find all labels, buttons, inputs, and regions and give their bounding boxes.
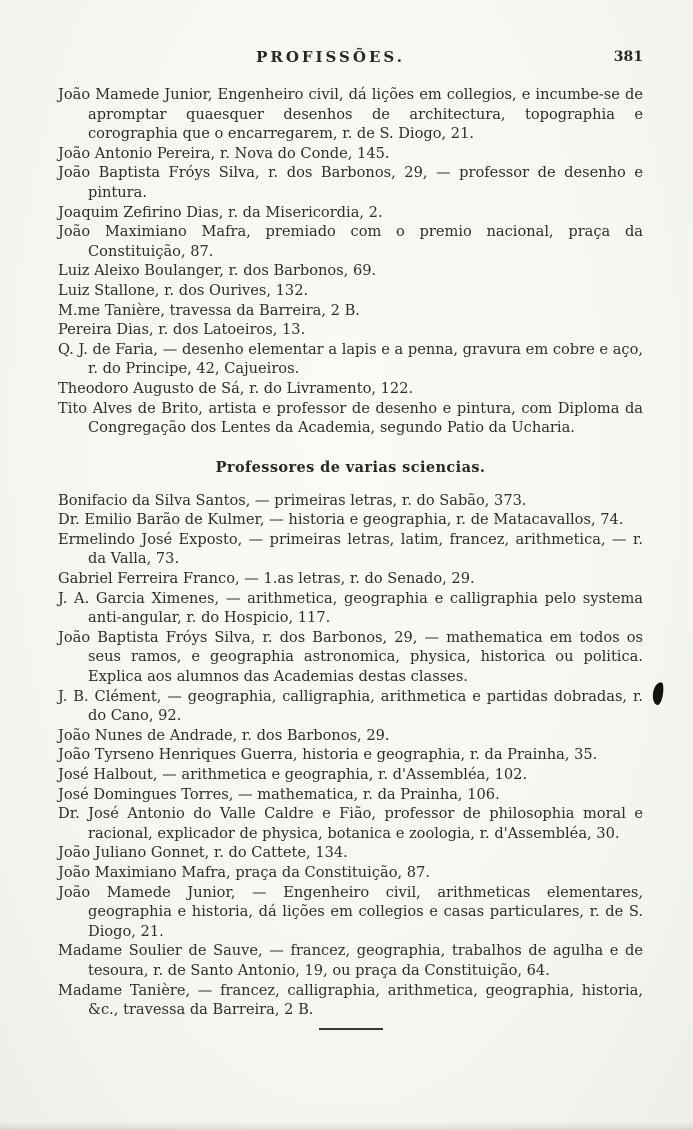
page-number: 381: [613, 49, 643, 65]
directory-entry: Ermelindo José Exposto, — primeiras letras, latim, francez, arithmetica, — r. da Valla, 73.: [58, 530, 643, 568]
directory-entry: J. A. Garcia Ximenes, — arithmetica, geographia e calligraphia pelo systema anti-angular, r. do Hospicio, 117.: [58, 589, 643, 627]
directory-entry: João Baptista Fróys Silva, r. dos Barbonos, 29, — professor de desenho e pintura.: [58, 164, 643, 201]
directory-entry: José Domingues Torres, — mathematica, r. da Prainha, 106.: [58, 785, 500, 803]
directory-entry: Q. J. de Faria, — desenho elementar a lapis e a penna, gravura em cobre e aço, r. do Principe, 42, Cajueiros.: [58, 340, 643, 378]
directory-entry: Luiz Stallone, r. dos Ourives, 132.: [58, 281, 309, 299]
directory-entry: João Mamede Junior, Engenheiro civil, dá lições em collegios, e incumbe-se de apromptar quaesquer desenhos de architectura, topographia e corographia que o encarregarem, r. de S. Diogo, 21.: [58, 86, 643, 143]
directory-entry: Madame Tanière, — francez, calligraphia, arithmetica, geographia, historia, &c., travessa da Barreira, 2 B.: [58, 981, 643, 1019]
directory-entry: Madame Soulier de Sauve, — francez, geographia, trabalhos de agulha e de tesoura, r. de Santo Antonio, 19, ou praça da Constituição, 64.: [58, 942, 643, 979]
directory-entry: M.me Tanière, travessa da Barreira, 2 B.: [58, 301, 360, 319]
directory-entry: João Juliano Gonnet, r. do Cattete, 134.: [58, 844, 348, 862]
directory-entry: Theodoro Augusto de Sá, r. do Livramento, 122.: [58, 379, 414, 397]
directory-entry: João Antonio Pereira, r. Nova do Conde, 145.: [58, 144, 390, 162]
directory-entry: João Maximiano Mafra, premiado com o premio nacional, praça da Constituição, 87.: [58, 223, 643, 260]
directory-entry: João Nunes de Andrade, r. dos Barbonos, 29.: [58, 726, 390, 744]
directory-entry: João Maximiano Mafra, praça da Constituição, 87.: [58, 863, 430, 881]
directory-entry: José Halbout, — arithmetica e geographia, r. d'Assembléa, 102.: [58, 766, 528, 783]
directory-entry: Pereira Dias, r. dos Latoeiros, 13.: [58, 321, 306, 339]
directory-entry: Dr. José Antonio do Valle Caldre e Fião, professor de philosophia moral e racional, explicador de physica, botanica e zoologia, r. d'Assembléa, 30.: [58, 805, 643, 842]
directory-entry: João Tyrseno Henriques Guerra, historia e geographia, r. da Prainha, 35.: [58, 746, 598, 764]
directory-entry: João Baptista Fróys Silva, r. dos Barbonos, 29, — mathematica em todos os seus ramos, e geographia astronomica, physica, historica ou politica. Explica aos alumnos das Academias destas classes.: [58, 628, 643, 686]
directory-entry: João Mamede Junior, — Engenheiro civil, arithmeticas elementares, geographia e historia, dá lições em collegios e casas particulares, r. de S. Diogo, 21.: [58, 883, 643, 940]
directory-entry: J. B. Clément, — geographia, calligraphia, arithmetica e partidas dobradas, r. do Cano, 92.: [58, 687, 643, 725]
page-header: [58, 48, 643, 68]
directory-entry: Luiz Aleixo Boulanger, r. dos Barbonos, 69.: [58, 262, 377, 280]
section-heading: Professores de varias sciencias.: [215, 458, 486, 476]
ink-blot-artifact: [651, 681, 664, 705]
directory-text-block: [58, 85, 643, 1030]
directory-entry: Gabriel Ferreira Franco, — 1.as letras, r. do Senado, 29.: [58, 570, 475, 588]
running-title: PROFISSÕES.: [256, 48, 405, 66]
end-rule: [319, 1028, 383, 1030]
directory-entry: Tito Alves de Brito, artista e professor de desenho e pintura, com Diploma da Congregação dos Lentes da Academia, segundo Patio da Ucharia.: [58, 399, 643, 437]
directory-entry: Dr. Emilio Barão de Kulmer, — historia e geographia, r. de Matacavallos, 74.: [58, 511, 624, 529]
directory-entry: Bonifacio da Silva Santos, — primeiras letras, r. do Sabão, 373.: [58, 491, 527, 509]
directory-entry: Joaquim Zefirino Dias, r. da Misericordia, 2.: [58, 203, 383, 221]
